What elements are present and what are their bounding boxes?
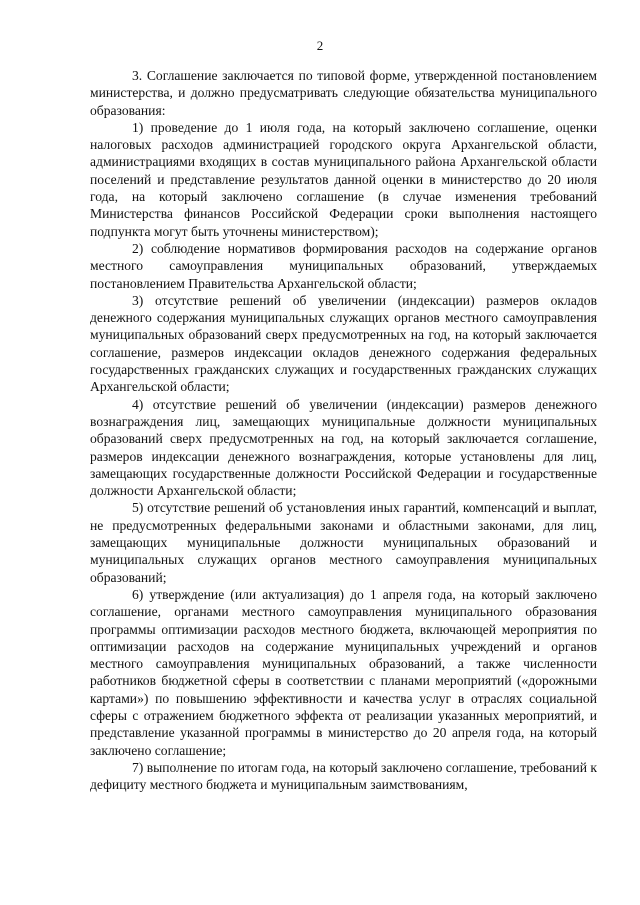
page-number: 2 [316, 38, 324, 53]
subparagraph-4: 4) отсутствие решений об увеличении (индексации) размеров денежного вознаграждения лиц, замещающих муниципальные должности муниципальных образований сверх предусмотренных на год, на который заключается соглашение, размеров индексации денежного вознаграждения, которые установлены для лиц, замещающих государственные должности Российской Федерации и государственные должности Архангельской области; [90, 396, 597, 499]
subparagraph-5: 5) отсутствие решений об установления иных гарантий, компенсаций и выплат, не предусмотренных федеральными законами и областными законами, для лиц, замещающих муниципальные должности муниципальных образований и муниципальных служащих органов местного самоуправления муниципальных образований; [90, 500, 597, 585]
document-body [90, 67, 597, 793]
subparagraph-2: 2) соблюдение нормативов формирования расходов на содержание органов местного самоуправления муниципальных образований, утверждаемых постановлением Правительства Архангельской области; [90, 240, 597, 291]
subparagraph-6: 6) утверждение (или актуализация) до 1 апреля года, на который заключено соглашение, органами местного самоуправления муниципального образования программы оптимизации расходов местного бюджета, включающей мероприятия по оптимизации расходов на содержание муниципальных учреждений и органов местного самоуправления муниципальных образований, а также численности работников бюджетной сферы в соответствии с планами мероприятий («дорожными картами») по повышению эффективности и качества услуг в отраслях социальной сферы с отражением бюджетного эффекта от реализации указанных мероприятий, и представление указанной программы в министерство до 20 апреля года, на который заключено соглашение; [90, 586, 597, 758]
paragraph-3: 3. Соглашение заключается по типовой форме, утвержденной постановлением министерства, и должно предусматривать следующие обязательства муниципального образования: [90, 68, 597, 118]
subparagraph-7: 7) выполнение по итогам года, на который заключено соглашение, требований к дефициту местного бюджета и муниципальным заимствованиям, [90, 759, 597, 793]
subparagraph-1: 1) проведение до 1 июля года, на который заключено соглашение, оценки налоговых расходов администрацией городского округа Архангельской области, администрациями входящих в состав муниципального района Архангельской области поселений и представление результатов данной оценки в министерство до 20 июля года, на который заключено соглашение (в случае изменения требований Министерства финансов Российской Федерации сроки выполнения настоящего подпункта могут быть уточнены министерством); [90, 119, 597, 239]
subparagraph-3: 3) отсутствие решений об увеличении (индексации) размеров окладов денежного содержания муниципальных служащих органов местного самоуправления муниципальных образований сверх предусмотренных на год, на который заключается соглашение, размеров индексации окладов денежного содержания федеральных государственных гражданских служащих и государственных гражданских служащих Архангельской области; [90, 292, 597, 395]
